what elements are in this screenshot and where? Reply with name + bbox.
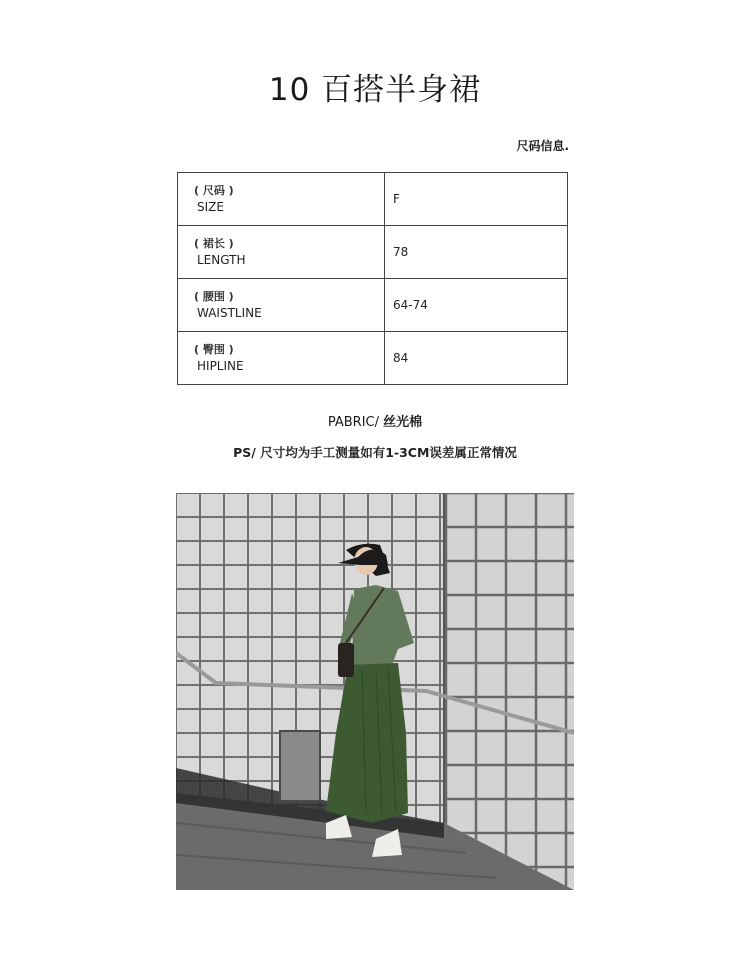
row-value: F	[385, 173, 568, 226]
row-label	[178, 279, 385, 332]
table-row	[178, 173, 568, 226]
label-en: HIPLINE	[197, 359, 244, 373]
row-label	[178, 173, 385, 226]
row-value: 84	[385, 332, 568, 385]
label-zh: ( 裙长 )	[194, 237, 234, 250]
label-en: LENGTH	[197, 253, 246, 267]
side-wall	[444, 493, 574, 890]
row-label	[178, 226, 385, 279]
fabric-value: 丝光棉	[383, 415, 423, 430]
size-info-label: 尺码信息.	[516, 139, 569, 153]
fabric-line	[0, 411, 750, 430]
table-row	[178, 226, 568, 279]
photo-illustration	[176, 493, 574, 890]
label-zh: ( 臀围 )	[194, 343, 234, 356]
product-photo	[176, 493, 574, 890]
label-zh: ( 腰围 )	[194, 290, 234, 303]
size-table	[177, 172, 568, 385]
label-en: WAISTLINE	[197, 306, 262, 320]
row-value: 78	[385, 226, 568, 279]
row-label	[178, 332, 385, 385]
table-row	[178, 279, 568, 332]
fabric-prefix: PABRIC/	[327, 415, 384, 430]
row-value: 64-74	[385, 279, 568, 332]
wall-panel	[280, 731, 320, 801]
page-title: 10 百搭半身裙	[268, 72, 482, 108]
label-en: SIZE	[197, 200, 224, 214]
measurement-note: PS/ 尺寸均为手工测量如有1-3CM误差属正常情况	[233, 445, 517, 460]
label-zh: ( 尺码 )	[194, 184, 234, 197]
table-row	[178, 332, 568, 385]
